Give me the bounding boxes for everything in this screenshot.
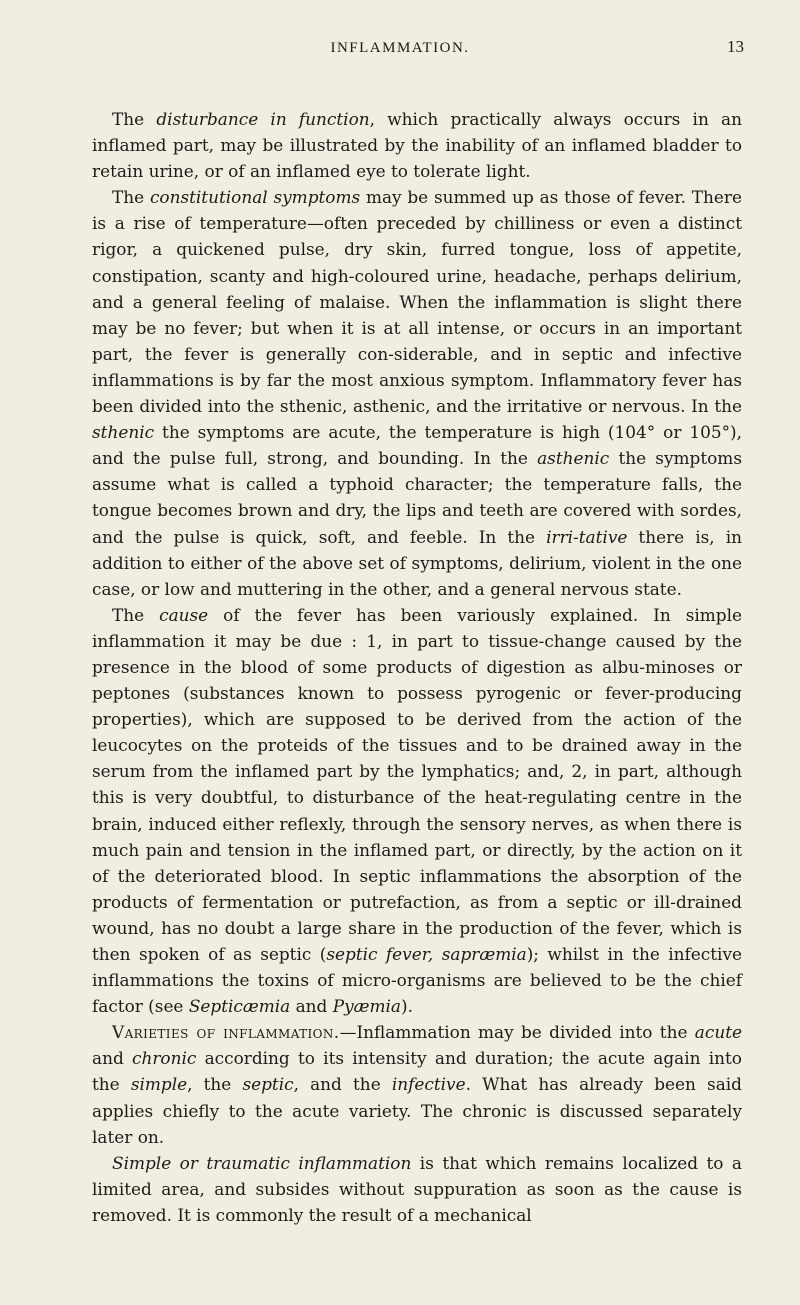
text-segment: , the: [187, 1074, 243, 1095]
text-segment: septic fever, sapræmia: [326, 944, 527, 964]
text-segment: septic: [242, 1074, 294, 1095]
text-segment: The: [112, 604, 160, 625]
text-segment: Pyæmia: [332, 996, 401, 1017]
text-segment: disturbance in function: [156, 109, 370, 129]
text-segment: is that which remains localized to a limited area, and subsides without suppuration as soon as the cause is removed. It is commonly the result of a mechanical: [92, 1152, 742, 1225]
paragraph-p3: [92, 602, 742, 1020]
text-segment: Septicæmia: [188, 996, 291, 1017]
text-segment: sthenic: [92, 422, 155, 443]
text-segment: there is, in addition to either of the above set of symptoms, delirium, violent in the one case, or low and muttering in the other, and a general nervous state.: [92, 526, 743, 599]
text-segment: the symptoms assume what is called a typhoid character; the temperature falls, the tongue becomes brown and dry, the lips and teeth are covered with sordes, and the pulse is quick, soft, and feeble. In the: [92, 448, 742, 547]
text-segment: may be summed up as those of fever. There is a rise of temperature—often preceded by chilliness or even a distinct rigor, a quickened pulse, dry skin, furred tongue, loss of appetite, constipation, scanty and high-coloured urine, headache, perhaps delirium, and a general feeling of malaise. When the inflammation is slight there may be no fever; but when it is at all intense, or occurs in an important part, the fever is generally con-siderable, and in septic and infective inflammations is by far the most anxious symptom. Inflammatory fever has been divided into the sthenic, asthenic, and the irritative or nervous. In the: [92, 187, 743, 417]
paragraph-p4: [92, 1019, 742, 1149]
text-segment: infective: [391, 1074, 466, 1095]
text-segment: Simple or traumatic inflammation: [112, 1152, 412, 1173]
running-title: INFLAMMATION.: [330, 40, 470, 56]
page-number: 13: [727, 37, 744, 56]
paragraph-p1: [92, 106, 742, 184]
text-segment: asthenic: [537, 448, 610, 469]
text-segment: simple: [130, 1074, 188, 1095]
text-segment: acute: [694, 1022, 742, 1043]
text-segment: and: [290, 996, 333, 1017]
paragraph-p5: [92, 1150, 742, 1228]
text-segment: Varieties of inflammation.: [112, 1022, 340, 1043]
text-segment: , and the: [293, 1074, 392, 1095]
text-segment: according to its intensity and duration; the acute again into the: [92, 1048, 742, 1095]
text-segment: ).: [401, 996, 413, 1017]
text-segment: of the fever has been variously explained. In simple inflammation it may be due : 1, in part to tissue-change caused by the presence in the blood of some products of digestion as albu-minoses or peptones (substances known to possess pyrogenic or fever-producing properties), which are supposed to be derived from the action of the leucocytes on the proteids of the tissues and to be drained away in the serum from the inflamed part by the lymphatics; and, 2, in part, although this is very doubtful, to disturbance of the heat-regulating centre in the brain, induced either reflexly, through the sensory nerves, as when there is much pain and tension in the inflamed part, or directly, by the action on it of the deteriorated blood. In septic inflammations the absorption of the products of fermentation or putrefaction, as from a septic or ill-drained wound, has no doubt a large share in the production of the fever, which is then spoken of as septic (: [92, 604, 742, 964]
text-segment: and: [92, 1048, 133, 1069]
text-segment: constitutional symptoms: [149, 187, 361, 208]
text-segment: chronic: [132, 1048, 197, 1069]
text-segment: The: [112, 187, 150, 208]
text-segment: The: [112, 109, 157, 129]
text-segment: the symptoms are acute, the temperature is high (104° or 105°), and the pulse full, strong, and bounding. In the: [92, 422, 742, 469]
paragraph-p2: [92, 184, 742, 602]
text-segment: , which practically always occurs in an inflamed part, may be illustrated by the inability of an inflamed bladder to retain urine, or of an inflamed eye to tolerate light.: [92, 109, 742, 182]
text-segment: irri-tative: [546, 526, 628, 547]
body-text: [92, 106, 742, 1228]
text-segment: ); whilst in the infective inflammations the toxins of micro-organisms are believed to be the chief factor (see: [92, 944, 742, 1017]
text-segment: —Inflammation may be divided into the: [339, 1022, 695, 1043]
text-segment: . What has already been said applies chiefly to the acute variety. The chronic is discussed separately later on.: [92, 1074, 742, 1147]
text-segment: cause: [159, 604, 209, 625]
